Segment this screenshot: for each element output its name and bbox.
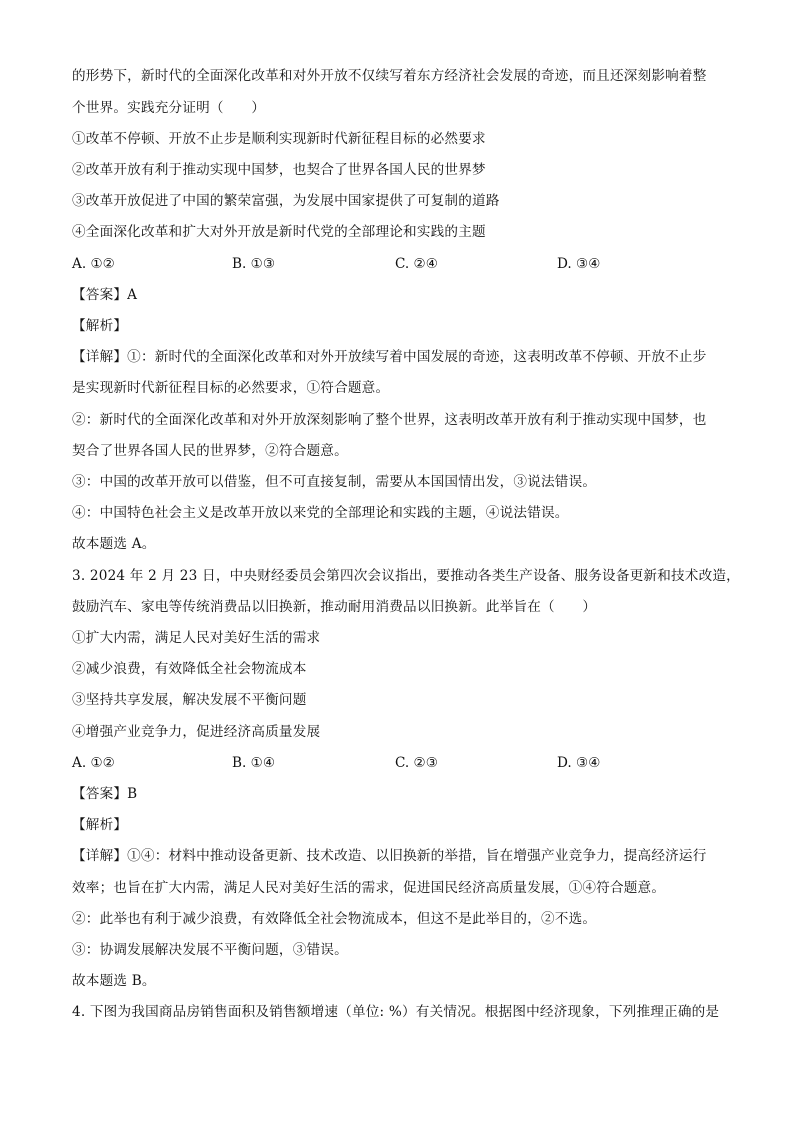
q3-options — [72, 753, 732, 773]
q2-answer: 【答案】A — [72, 287, 138, 303]
q2-statement-4: ④全面深化改革和扩大对外开放是新时代党的全部理论和实践的主题 — [72, 224, 486, 240]
q3-statement-3: ③坚持共享发展，解决发展不平衡问题 — [72, 692, 307, 708]
q3-detail-line-2: 效率；也旨在扩大内需，满足人民对美好生活的需求，促进国民经济高质量发展，①④符合题意。 — [72, 880, 666, 896]
q3-statement-1: ①扩大内需，满足人民对美好生活的需求 — [72, 630, 321, 646]
q2-detail-line-5: ③：中国的改革开放可以借鉴，但不可直接复制，需要从本国国情出发，③说法错误。 — [72, 474, 597, 490]
q2-statement-1: ①改革不停顿、开放不止步是顺利实现新时代新征程目标的必然要求 — [72, 131, 486, 147]
q2-option-a: A. ①② — [72, 256, 115, 272]
q3-stem-line-1: 3. 2024 年 2 月 23 日，中央财经委员会第四次会议指出，要推动各类生产设备、服务设备更新和技术改造， — [72, 568, 740, 584]
q3-conclusion: 故本题选 B。 — [72, 973, 156, 989]
q3-option-d: D. ③④ — [557, 755, 601, 771]
q2-analysis-label: 【解析】 — [72, 318, 128, 334]
q2-detail-line-6: ④：中国特色社会主义是改革开放以来党的全部理论和实践的主题，④说法错误。 — [72, 505, 569, 521]
q3-detail-line-3: ②：此举也有利于减少浪费，有效降低全社会物流成本，但这不是此举目的，②不选。 — [72, 911, 597, 927]
q2-statement-2: ②改革开放有利于推动实现中国梦，也契合了世界各国人民的世界梦 — [72, 162, 486, 178]
q2-detail-line-4: 契合了世界各国人民的世界梦，②符合题意。 — [72, 443, 348, 459]
q2-statement-3: ③改革开放促进了中国的繁荣富强，为发展中国家提供了可复制的道路 — [72, 193, 500, 209]
q2-detail-line-1: 【详解】①：新时代的全面深化改革和对外开放续写着中国发展的奇迹，这表明改革不停顿、开放不止步 — [72, 349, 707, 365]
q3-detail-line-4: ③：协调发展解决发展不平衡问题，③错误。 — [72, 942, 348, 958]
q2-option-c: C. ②④ — [395, 256, 438, 272]
q3-statement-2: ②减少浪费，有效降低全社会物流成本 — [72, 661, 307, 677]
q3-statement-4: ④增强产业竞争力，促进经济高质量发展 — [72, 724, 321, 740]
q3-detail-line-1: 【详解】①④：材料中推动设备更新、技术改造、以旧换新的举措，旨在增强产业竞争力，提高经济运行 — [72, 848, 707, 864]
q2-detail-line-3: ②：新时代的全面深化改革和对外开放深刻影响了整个世界，这表明改革开放有利于推动实现中国梦，也 — [72, 412, 707, 428]
q2-stem-line-1: 的形势下，新时代的全面深化改革和对外开放不仅续写着东方经济社会发展的奇迹，而且还深刻影响着整 — [72, 68, 707, 84]
q3-option-c: C. ②③ — [395, 755, 438, 771]
q3-answer: 【答案】B — [72, 786, 138, 802]
q2-stem-line-2: 个世界。实践充分证明（ ） — [72, 100, 266, 116]
q2-option-b: B. ①③ — [232, 256, 276, 272]
q3-option-a: A. ①② — [72, 755, 115, 771]
q2-options — [72, 254, 732, 274]
q3-stem-line-2: 鼓励汽车、家电等传统消费品以旧换新，推动耐用消费品以旧换新。此举旨在（ ） — [72, 599, 597, 615]
q3-analysis-label: 【解析】 — [72, 817, 128, 833]
q2-conclusion: 故本题选 A。 — [72, 536, 156, 552]
q3-option-b: B. ①④ — [232, 755, 276, 771]
q4-stem-line-1: 4. 下图为我国商品房销售面积及销售额增速（单位: %）有关情况。根据图中经济现象，下列推理正确的是 — [72, 1004, 720, 1020]
q2-detail-line-2: 是实现新时代新征程目标的必然要求，①符合题意。 — [72, 380, 390, 396]
q2-option-d: D. ③④ — [557, 256, 601, 272]
